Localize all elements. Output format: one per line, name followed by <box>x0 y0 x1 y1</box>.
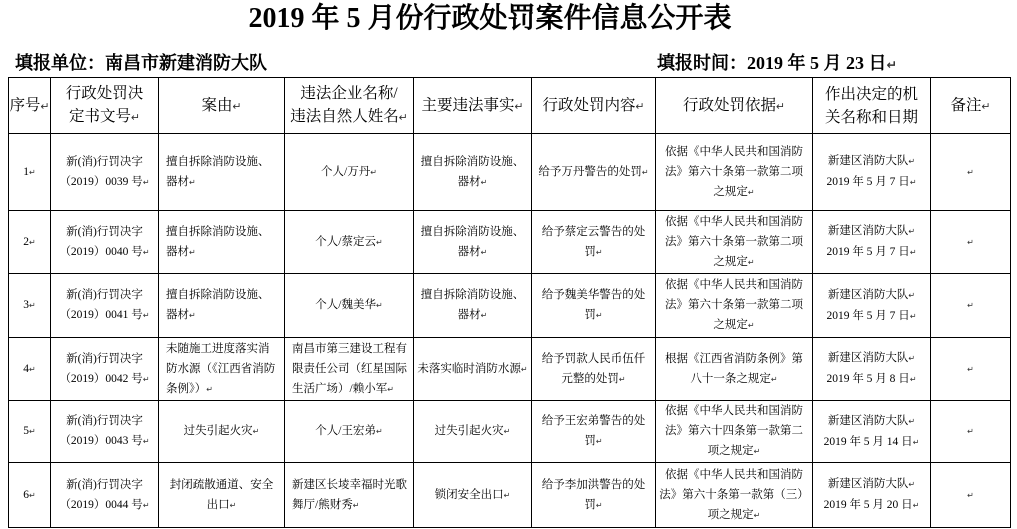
cell-text: 罚↵ <box>584 309 603 321</box>
paragraph-mark: ↵ <box>375 237 383 247</box>
cell-text: 擅自拆除消防设施、 <box>166 225 270 238</box>
paragraph-mark: ↵ <box>618 374 626 384</box>
paragraph-mark: ↵ <box>29 301 36 310</box>
cell-text: 依据《中华人民共和国消防 <box>665 279 803 291</box>
paragraph-mark: ↵ <box>503 490 511 500</box>
cell-penalty-basis <box>656 274 812 337</box>
header-text: 违法企业名称/ <box>300 85 398 102</box>
header-text: 作出决定的机 <box>824 85 918 103</box>
cell-text: 新(消)行罚决字 <box>66 415 143 427</box>
paragraph-mark: ↵ <box>142 247 150 257</box>
cell-text: 新建区消防大队↵ <box>827 155 916 167</box>
paragraph-mark: ↵ <box>908 157 916 166</box>
paragraph-mark: ↵ <box>142 311 150 320</box>
cell-text: 器材↵ <box>166 309 196 321</box>
header-text: 备注↵ <box>950 96 991 114</box>
cell-text: 限责任公司（红星国际 <box>292 362 407 375</box>
cell-text: 项之规定↵ <box>707 445 761 457</box>
paragraph-mark: ↵ <box>375 427 383 436</box>
cell-text: 给予罚款人民币伍仟 <box>541 352 646 365</box>
paragraph-mark: ↵ <box>387 384 394 394</box>
cell-seq <box>9 134 50 210</box>
paragraph-mark: ↵ <box>770 374 778 384</box>
paragraph-mark: ↵ <box>480 311 488 320</box>
cell-text: 给予李加洪警告的处 <box>541 478 646 491</box>
header-text: 定书文号↵ <box>68 108 141 125</box>
cell-text: 依据《中华人民共和国消防 <box>665 405 803 417</box>
cell-text: 器材↵ <box>166 175 196 188</box>
cell-text: （2019）0043 号↵ <box>59 435 150 447</box>
cell-text <box>967 421 974 442</box>
paragraph-mark: ↵ <box>886 57 898 72</box>
paragraph-mark: ↵ <box>967 237 974 247</box>
cell-violator-name <box>285 401 413 462</box>
header-authority-and-date <box>813 78 930 133</box>
cell-text: 出口↵ <box>206 498 237 511</box>
cell-case-cause <box>159 338 284 400</box>
cell-remarks <box>931 401 1010 462</box>
cell-text: 2019 年 5 月 14 日↵ <box>823 435 920 448</box>
paragraph-mark: ↵ <box>967 364 974 374</box>
cell-seq <box>9 338 50 400</box>
paragraph-mark: ↵ <box>747 321 755 330</box>
cell-text: 擅自拆除消防设施、 <box>420 225 525 238</box>
cell-text: 防水源（《江西省消防 <box>166 362 276 375</box>
cell-text: 5↵ <box>23 425 36 437</box>
paragraph-mark: ↵ <box>912 501 920 510</box>
cell-seq <box>9 463 50 527</box>
header-decision-no <box>51 78 158 133</box>
cell-text <box>967 485 974 506</box>
document-title: 2019 年 5 月份行政处罚案件信息公开表 <box>248 3 732 34</box>
header-main-facts <box>414 78 531 133</box>
paragraph-mark: ↵ <box>352 500 360 510</box>
paragraph-mark: ↵ <box>908 227 916 236</box>
paragraph-mark: ↵ <box>981 99 991 113</box>
cell-text: 新建区消防大队↵ <box>827 414 916 427</box>
cell-remarks <box>931 463 1010 527</box>
paragraph-mark: ↵ <box>398 111 408 124</box>
paragraph-mark: ↵ <box>967 301 974 310</box>
cell-text: 器材↵ <box>457 309 488 321</box>
cell-text: 个人/王宏弟↵ <box>315 425 383 437</box>
cell-text: 给予万丹警告的处罚↵ <box>538 165 649 178</box>
cell-text: 法》第六十条第一款第二项 <box>665 165 803 178</box>
paragraph-mark: ↵ <box>967 427 974 436</box>
cell-text: 过失引起火灾↵ <box>183 425 260 437</box>
cell-text: 根据《江西省消防条例》第 <box>665 352 803 365</box>
cell-penalty-basis <box>656 401 812 462</box>
cell-violator-name <box>285 274 413 337</box>
paragraph-mark: ↵ <box>480 177 488 187</box>
paragraph-mark: ↵ <box>753 510 761 520</box>
cell-text: 依据《中华人民共和国消防 <box>665 215 803 228</box>
cell-text: 之规定↵ <box>713 319 755 331</box>
paragraph-mark: ↵ <box>29 490 36 500</box>
cell-text: 新建区消防大队↵ <box>827 352 916 364</box>
cell-text: 罚↵ <box>584 435 603 447</box>
cell-text: 新(消)行罚决字 <box>66 225 143 238</box>
paragraph-mark: ↵ <box>503 427 511 436</box>
cell-text: 器材↵ <box>457 175 488 188</box>
cell-text: 2019 年 5 月 7 日↵ <box>826 309 917 322</box>
paragraph-mark: ↵ <box>753 447 761 456</box>
cell-penalty-basis <box>656 134 812 210</box>
cell-text: 3↵ <box>23 299 36 311</box>
cell-main-facts <box>414 463 531 527</box>
paragraph-mark: ↵ <box>142 177 150 187</box>
cell-text: 新建区长堎幸福时光歌 <box>292 478 407 491</box>
cell-main-facts <box>414 338 531 400</box>
cell-violator-name <box>285 134 413 210</box>
cell-penalty-content <box>532 134 655 210</box>
cell-text: 新(消)行罚决字 <box>66 155 143 168</box>
cell-text: 南昌市第三建设工程有 <box>292 342 407 355</box>
header-remarks <box>931 78 1010 133</box>
cell-text: 个人/蔡定云↵ <box>315 235 383 248</box>
paragraph-mark: ↵ <box>40 99 50 113</box>
cell-text: 2019 年 5 月 8 日↵ <box>826 373 917 385</box>
cell-remarks <box>931 211 1010 273</box>
cell-text: 法》第六十四条第一款第二 <box>665 425 803 437</box>
paragraph-mark: ↵ <box>206 384 213 394</box>
paragraph-mark: ↵ <box>595 247 603 257</box>
cell-penalty-content <box>532 338 655 400</box>
paragraph-mark: ↵ <box>29 237 36 247</box>
header-text: 违法自然人姓名↵ <box>290 108 408 125</box>
cell-text: （2019）0041 号↵ <box>59 309 150 321</box>
cell-text: 未落实临时消防水源↵ <box>417 362 528 375</box>
penalty-table <box>8 77 1011 528</box>
cell-seq <box>9 401 50 462</box>
cell-violator-name <box>285 211 413 273</box>
paragraph-mark: ↵ <box>375 301 383 310</box>
header-text: 行政处罚内容↵ <box>542 96 645 114</box>
paragraph-mark: ↵ <box>370 167 377 177</box>
cell-case-cause <box>159 134 284 210</box>
paragraph-mark: ↵ <box>189 177 196 187</box>
cell-text: 新(消)行罚决字 <box>66 289 143 301</box>
paragraph-mark: ↵ <box>595 437 603 446</box>
cell-case-cause <box>159 211 284 273</box>
header-seq <box>9 78 50 133</box>
paragraph-mark: ↵ <box>908 480 916 489</box>
cell-text: 2019 年 5 月 20 日↵ <box>823 499 920 511</box>
paragraph-mark: ↵ <box>967 167 974 177</box>
cell-text: 依据《中华人民共和国消防 <box>665 145 803 158</box>
cell-case-cause <box>159 401 284 462</box>
header-text: 关名称和日期 <box>824 108 918 126</box>
cell-decision-no <box>51 134 158 210</box>
cell-main-facts <box>414 211 531 273</box>
cell-authority-and-date <box>813 274 930 337</box>
cell-text: 给予魏美华警告的处 <box>541 289 646 301</box>
paragraph-mark: ↵ <box>252 427 260 436</box>
cell-text: 器材↵ <box>457 245 488 258</box>
paragraph-mark: ↵ <box>29 427 36 436</box>
cell-remarks <box>931 274 1010 337</box>
cell-main-facts <box>414 134 531 210</box>
cell-text <box>967 232 974 253</box>
paragraph-mark: ↵ <box>130 111 141 124</box>
cell-text: 新建区消防大队↵ <box>827 478 916 490</box>
cell-text: 未随施工进度落实消 <box>166 342 270 355</box>
cell-authority-and-date <box>813 401 930 462</box>
paragraph-mark: ↵ <box>189 311 196 320</box>
cell-text: （2019）0044 号↵ <box>59 498 150 511</box>
paragraph-mark: ↵ <box>29 364 36 374</box>
cell-text: 个人/万丹↵ <box>321 165 377 178</box>
cell-decision-no <box>51 401 158 462</box>
cell-text: （2019）0042 号↵ <box>59 372 150 385</box>
paragraph-mark: ↵ <box>232 99 242 113</box>
cell-authority-and-date <box>813 463 930 527</box>
cell-text: 依据《中华人民共和国消防 <box>665 468 803 481</box>
cell-case-cause <box>159 463 284 527</box>
cell-authority-and-date <box>813 134 930 210</box>
cell-penalty-basis <box>656 338 812 400</box>
paragraph-mark: ↵ <box>229 500 237 510</box>
paragraph-mark: ↵ <box>967 490 974 500</box>
report-date: 填报时间：2019 年 5 月 23 日↵ <box>657 53 898 73</box>
cell-text: 锁闭安全出口↵ <box>434 488 511 501</box>
paragraph-mark: ↵ <box>142 500 150 510</box>
paragraph-mark: ↵ <box>142 437 150 446</box>
paragraph-mark: ↵ <box>514 99 524 113</box>
header-text: 行政处罚决 <box>65 85 144 102</box>
paragraph-mark: ↵ <box>189 247 196 257</box>
paragraph-mark: ↵ <box>909 178 917 187</box>
paragraph-mark: ↵ <box>909 311 917 321</box>
cell-text: 元整的处罚↵ <box>561 372 626 385</box>
cell-text: 过失引起火灾↵ <box>434 425 511 437</box>
cell-text: 之规定↵ <box>713 185 755 198</box>
cell-text: 擅自拆除消防设施、 <box>420 289 525 301</box>
cell-text <box>967 295 974 316</box>
cell-penalty-content <box>532 463 655 527</box>
paragraph-mark: ↵ <box>595 311 603 320</box>
cell-text: 新建区消防大队↵ <box>827 225 916 237</box>
cell-text: 擅自拆除消防设施、 <box>166 289 270 301</box>
cell-text: 罚↵ <box>584 245 603 258</box>
cell-case-cause <box>159 274 284 337</box>
cell-text: （2019）0040 号↵ <box>59 245 150 258</box>
cell-text: 1↵ <box>23 165 36 178</box>
cell-text <box>967 162 974 183</box>
cell-violator-name <box>285 463 413 527</box>
header-penalty-basis <box>656 78 812 133</box>
cell-text: 封闭疏散通道、安全 <box>169 478 274 491</box>
cell-text: 舞厅/熊财秀↵ <box>292 498 360 511</box>
paragraph-mark: ↵ <box>595 500 603 510</box>
cell-penalty-basis <box>656 211 812 273</box>
header-violator-name <box>285 78 413 133</box>
cell-text: 2019 年 5 月 7 日↵ <box>826 246 917 258</box>
cell-text: 法》第六十条第一款第二项 <box>665 235 803 248</box>
cell-penalty-basis <box>656 463 812 527</box>
cell-text: 2019 年 5 月 7 日↵ <box>826 176 917 188</box>
cell-text: 新(消)行罚决字 <box>66 478 143 491</box>
cell-penalty-content <box>532 274 655 337</box>
cell-text: 法》第六十条第一款第（三） <box>659 488 809 501</box>
cell-violator-name <box>285 338 413 400</box>
paragraph-mark: ↵ <box>912 437 920 447</box>
cell-text: 法》第六十条第一款第二项 <box>665 299 803 311</box>
cell-authority-and-date <box>813 338 930 400</box>
paragraph-mark: ↵ <box>520 364 528 374</box>
header-text: 主要违法事实↵ <box>421 96 524 114</box>
cell-text: 新(消)行罚决字 <box>66 352 143 365</box>
cell-seq <box>9 211 50 273</box>
cell-text: （2019）0039 号↵ <box>59 175 150 188</box>
cell-text: 6↵ <box>23 488 36 501</box>
cell-text: 新建区消防大队↵ <box>827 288 916 301</box>
header-penalty-content <box>532 78 655 133</box>
paragraph-mark: ↵ <box>142 374 150 384</box>
paragraph-mark: ↵ <box>747 257 755 267</box>
paragraph-mark: ↵ <box>908 354 916 363</box>
cell-text: 项之规定↵ <box>707 508 761 521</box>
cell-remarks <box>931 338 1010 400</box>
cell-penalty-content <box>532 211 655 273</box>
cell-text: 生活广场）/赖小军↵ <box>292 382 394 395</box>
header-text: 案由↵ <box>201 96 242 114</box>
cell-decision-no <box>51 338 158 400</box>
cell-remarks <box>931 134 1010 210</box>
paragraph-mark: ↵ <box>908 416 916 426</box>
paragraph-mark: ↵ <box>909 375 917 384</box>
cell-seq <box>9 274 50 337</box>
paragraph-mark: ↵ <box>635 99 645 113</box>
cell-text: 擅自拆除消防设施、 <box>166 155 270 168</box>
paragraph-mark: ↵ <box>480 247 488 257</box>
cell-text: 给予王宏弟警告的处 <box>541 415 646 427</box>
header-text: 行政处罚依据↵ <box>682 96 786 114</box>
paragraph-mark: ↵ <box>908 290 916 300</box>
cell-penalty-content <box>532 401 655 462</box>
cell-text: 给予蔡定云警告的处 <box>541 225 646 238</box>
cell-text: 4↵ <box>23 362 36 375</box>
paragraph-mark: ↵ <box>909 248 917 257</box>
header-text: 序号↵ <box>9 96 50 114</box>
paragraph-mark: ↵ <box>641 167 649 177</box>
paragraph-mark: ↵ <box>747 187 755 197</box>
cell-main-facts <box>414 401 531 462</box>
cell-text: 个人/魏美华↵ <box>315 299 383 311</box>
cell-text: 八十一条之规定↵ <box>690 372 778 385</box>
cell-decision-no <box>51 274 158 337</box>
cell-text: 2↵ <box>23 235 36 248</box>
header-case-cause <box>159 78 284 133</box>
paragraph-mark: ↵ <box>29 167 36 177</box>
cell-decision-no <box>51 211 158 273</box>
cell-text: 器材↵ <box>166 245 196 258</box>
paragraph-mark: ↵ <box>775 99 786 113</box>
report-unit: 填报单位：南昌市新建消防大队 <box>15 53 267 73</box>
cell-main-facts <box>414 274 531 337</box>
cell-text: 之规定↵ <box>713 255 755 268</box>
cell-text: 罚↵ <box>584 498 603 511</box>
cell-text: 条例》）↵ <box>166 382 213 395</box>
cell-authority-and-date <box>813 211 930 273</box>
cell-text: 擅自拆除消防设施、 <box>420 155 525 168</box>
cell-decision-no <box>51 463 158 527</box>
cell-text <box>967 359 974 380</box>
